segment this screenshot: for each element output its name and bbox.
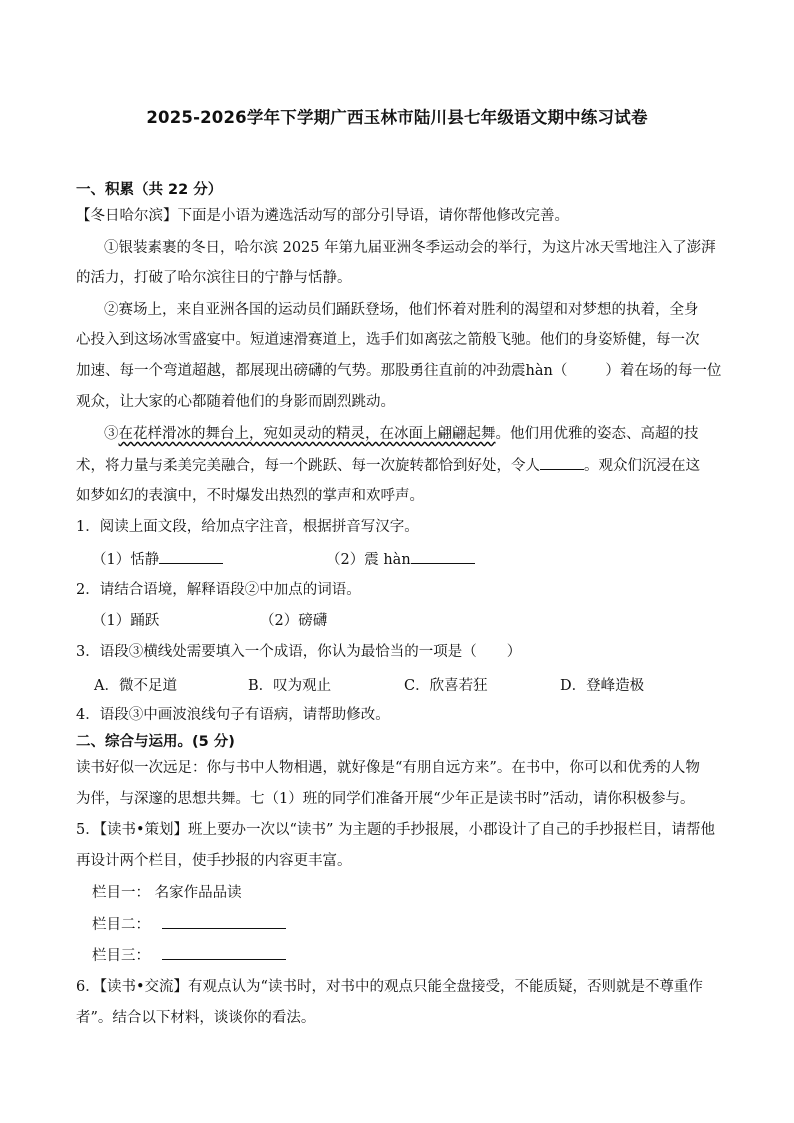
paragraph-2-line-3 [76,361,726,381]
question-2-item-2: （2）磅礴 [260,613,328,629]
paragraph-2-line-3-text: 加速、每一个弯道超越，都展现出磅礴的气势。那股勇往直前的冲劲震hàn（ [76,363,568,379]
paragraph-2-line-3-end: ）着在场的每一位 [605,363,722,379]
question-4: 4．语段③中画波浪线句子有语病，请帮助修改。 [76,707,390,723]
column-2-blank[interactable] [162,914,286,929]
section-2-heading: 二、综合与运用。(5 分) [76,734,235,750]
option-a[interactable]: A．微不足道 [94,678,177,694]
paragraph-3-line-2-end: 。观众们沉浸在这 [584,458,700,474]
question-3-text: 3．语段③横线处需要填入一个成语，你认为最恰当的一项是（ [76,644,477,660]
paragraph-1-line-2: 的活力，打破了哈尔滨往日的宁静与恬静。 [76,270,352,286]
option-b[interactable]: B．叹为观止 [248,678,332,694]
section-2-intro-line-1: 读书好似一次远足：你与书中人物相遇，就好像是“有朋自远方来”。在书中，你可以和优秀的人物 [76,760,700,776]
paragraph-2-line-4: 观众，让大家的心都随着他们的身影而剧烈跳动。 [76,394,395,410]
question-1-item-2 [326,549,526,570]
question-3 [76,642,726,662]
column-3-label: 栏目三： [92,948,150,964]
paragraph-1-line-1: ①银装素裹的冬日，哈尔滨 2025 年第九届亚洲冬季运动会的举行，为这片冰天雪地注入了澎湃 [104,240,716,256]
column-3-blank[interactable] [162,945,286,960]
question-1-item-1 [92,549,292,570]
section-2-intro-line-2: 为伴，与深邃的思想共舞。七（1）班的同学们准备开展“少年正是读书时”活动，请你积极参与。 [76,791,695,807]
wavy-underlined-sentence: 在花样滑冰的舞台上，宛如灵动的精灵，在冰面上翩翩起舞 [118,426,496,442]
question-6-line-2: 者”。结合以下材料，谈谈你的看法。 [76,1010,316,1026]
column-1: 栏目一： 名家作品品读 [92,885,242,901]
idiom-blank[interactable] [540,455,584,470]
option-c[interactable]: C．欣喜若狂 [404,678,488,694]
paragraph-3-line-1-end: 。他们用优雅的姿态、高超的技 [495,426,699,442]
section-1-intro: 【冬日哈尔滨】下面是小语为遴选活动写的部分引导语，请你帮他修改完善。 [76,208,569,224]
paragraph-2-line-2: 心投入到这场冰雪盛宴中。短道速滑赛道上，选手们如离弦之箭般飞驰。他们的身姿矫健，每一次 [76,332,700,348]
paragraph-3-marker: ③ [104,426,119,442]
question-2: 2．请结合语境，解释语段②中加点的词语。 [76,582,361,598]
question-1-item-1-label: （1）恬静 [92,552,160,568]
answer-blank-2[interactable] [411,549,475,564]
paragraph-2-line-1: ②赛场上，来自亚洲各国的运动员们踊跃登场，他们怀着对胜利的渴望和对梦想的执着，全身 [104,302,699,318]
paragraph-3-line-3: 如梦如幻的表演中，不时爆发出热烈的掌声和欢呼声。 [76,488,424,504]
section-1-heading: 一、积累（共 22 分） [76,182,223,198]
column-3 [92,945,742,966]
paragraph-3-line-2-text: 术，将力量与柔美完美融合，每一个跳跃、每一次旋转都恰到好处，令人 [76,458,540,474]
question-2-item-1: （1）踊跃 [92,613,160,629]
question-5-line-1: 5．【读书•策划】班上要办一次以“读书” 为主题的手抄报展，小郡设计了自己的手抄报栏目，请帮他 [76,822,715,838]
paragraph-3-line-2 [76,455,726,476]
question-1-item-2-label: （2）震 hàn [326,552,411,568]
column-2-label: 栏目二： [92,917,150,933]
question-6-line-1: 6．【读书•交流】有观点认为“读书时，对书中的观点只能全盘接受，不能质疑，否则就是不尊重作 [76,979,703,995]
page-title: 2025-2026学年下学期广西玉林市陆川县七年级语文期中练习试卷 [146,108,648,127]
column-2 [92,914,742,935]
question-3-end: ） [506,644,522,660]
question-1: 1．阅读上面文段，给加点字注音，根据拼音写汉字。 [76,519,419,535]
answer-blank-1[interactable] [159,549,223,564]
option-d[interactable]: D．登峰造极 [560,678,645,694]
question-5-line-2: 再设计两个栏目，使手抄报的内容更丰富。 [76,853,352,869]
paragraph-3-line-1 [104,424,754,444]
